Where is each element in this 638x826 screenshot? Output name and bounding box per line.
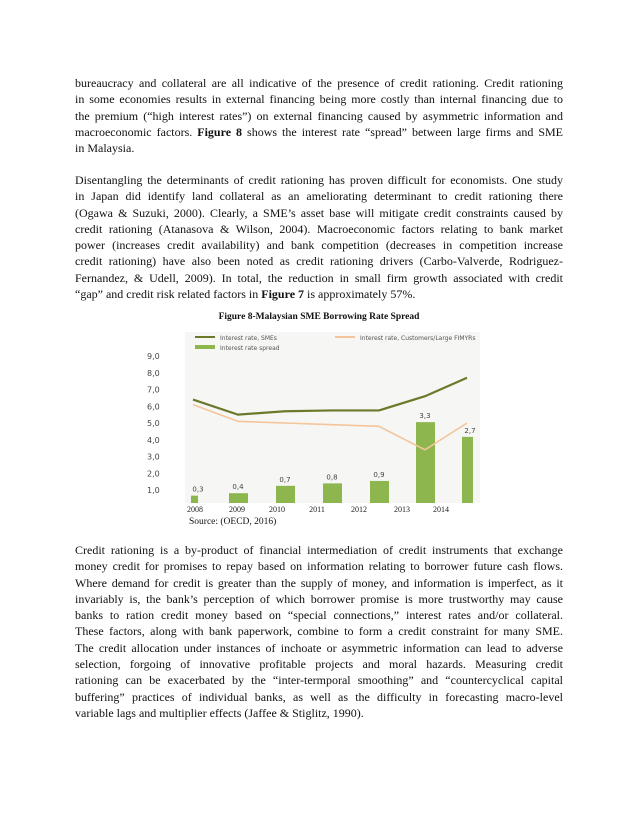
line-text: in some economies results in external financing being more costly than internal financing due to [75, 92, 563, 107]
x-tick-label: 2013 [394, 505, 410, 514]
text-line [75, 237, 563, 253]
line-text: in Japan did identify land collateral as an ameliorating determinant to credit rationing there [75, 189, 563, 204]
line-text: is approximately 57%. [304, 287, 416, 302]
legend-label: Interest rate spread [220, 345, 280, 352]
line-text: Credit rationing is a by-product of financial intermediation of credit instruments that exchange [75, 543, 563, 557]
line-text: variable lags and multiplier effects (Jaffee & Stiglitz, 1990). [75, 705, 364, 720]
text-line [75, 591, 563, 607]
text-line [75, 558, 563, 574]
text-line [75, 91, 563, 107]
line-text: invariably is, the bank’s perception of which borrower promise is more trustworthy may cause [75, 591, 563, 606]
text-line [75, 640, 563, 656]
line-text: The credit allocation under instances of inchoate or asymmetric information can lead to adverse [75, 640, 563, 655]
line-text: bureaucracy and collateral are all indicative of the presence of credit rationing. Credit rationing [75, 76, 563, 90]
bar-value-label: 0,4 [232, 483, 244, 492]
x-tick-label: 2012 [351, 505, 367, 514]
x-tick-label: 2011 [309, 505, 325, 514]
text-line [75, 221, 563, 237]
x-tick-label: 2008 [187, 505, 203, 514]
line-text: These factors, along with bank paperwork, combine to form a credit constraint for many SME. [75, 624, 563, 639]
legend-label: Interest rate, Customers/Large FIMYRs [360, 335, 476, 342]
line-text: banks to ration credit money based on “special connections,” interest rates and/or collateral. [75, 608, 563, 623]
line-text: the premium (“high interest rates”) on external financing caused by asymmetric information and [75, 108, 563, 123]
line-text: rationing can be exacerbated by the “inter-termporal smoothing” and “countercyclical capital [75, 673, 563, 688]
line-text: credit rationing (Atanasova & Wilson, 2004). Macroeconomic factors relating to bank market [75, 221, 563, 236]
text-line [75, 205, 563, 221]
figure-reference: Figure 8 [197, 124, 243, 139]
y-tick-label: 1,0 [147, 486, 160, 495]
x-tick-label: 2010 [269, 505, 285, 514]
line-text: money credit for promises to repay based on information relating to borrower future cash flows. [75, 559, 563, 574]
paragraph-determinants [75, 172, 563, 302]
bar-2011 [323, 483, 342, 503]
line-text: Where demand for credit is greater than the supply of money, and information is imperfect, as it [75, 575, 563, 590]
line-text: macroeconomic factors. [75, 124, 198, 139]
figure-reference: Figure 7 [261, 287, 305, 302]
bar-2010 [276, 486, 295, 503]
bar-value-label: 2,7 [464, 426, 476, 435]
bar-2008 [191, 496, 198, 503]
bar-value-label: 0,9 [373, 470, 385, 479]
text-line [75, 270, 563, 286]
line-text: shows the interest rate “spread” between large firms and SME [242, 124, 564, 139]
text-line [75, 607, 563, 623]
text-line [75, 689, 563, 705]
bar-value-label: 0,8 [326, 473, 338, 482]
text-line [75, 75, 563, 91]
paragraph-credit-rationing-intro [75, 75, 563, 156]
legend-swatch [195, 345, 215, 349]
y-tick-label: 7,0 [147, 385, 160, 395]
y-tick-label: 9,0 [147, 352, 160, 361]
y-tick-label: 2,0 [147, 469, 160, 479]
text-line [75, 623, 563, 639]
bar-value-label: 0,7 [279, 475, 291, 484]
text-line [75, 140, 563, 156]
y-tick-label: 8,0 [147, 368, 160, 378]
line-text: credit rationing) have also been noted as credit rationing drivers (Carbo-Valverde, Rodriguez- [75, 254, 563, 269]
y-tick-label: 3,0 [147, 452, 160, 462]
bar-2009 [229, 493, 248, 503]
y-tick-label: 6,0 [147, 402, 160, 412]
x-tick-label: 2014 [433, 505, 449, 514]
x-tick-label: 2009 [229, 505, 245, 514]
text-line [75, 542, 563, 558]
text-line [75, 108, 563, 124]
bar-2012 [370, 481, 389, 503]
text-line [75, 286, 563, 302]
line-text: in Malaysia. [75, 141, 135, 156]
text-line [75, 575, 563, 591]
y-tick-label: 4,0 [147, 435, 160, 445]
text-line [75, 672, 563, 688]
text-line [75, 705, 563, 721]
line-text: “gap” and credit risk related factors in [75, 287, 262, 302]
line-text: buffering” practices of individual banks, as well as the difficulty in forecasting macro-level [75, 689, 563, 704]
text-line [75, 124, 563, 140]
y-tick-label: 5,0 [147, 419, 160, 428]
line-text: Disentangling the determinants of credit rationing has proven difficult for economists. One study [75, 173, 563, 187]
paragraph-credit-intermediation [75, 542, 563, 721]
line-text: (Ogawa & Suzuki, 2000). Clearly, a SME’s asset base will mitigate credit constraints caused by [75, 205, 563, 220]
text-line [75, 172, 563, 188]
line-text: Fernandez, & Udell, 2009). In total, the reduction in small firm growth associated with credit [75, 270, 563, 285]
line-text: power (increases credit availability) and bank competition (decreases in competition increase [75, 238, 563, 253]
text-line [75, 656, 563, 672]
text-line [75, 188, 563, 204]
borrowing-rate-chart [140, 326, 490, 516]
line-text: selection, forgoing of innovative profitable projects and moral hazards. Measuring credit [75, 657, 563, 672]
bar-2014 [462, 437, 473, 503]
figure-source: Source: (OECD, 2016) [189, 517, 277, 527]
figure-title: Figure 8-Malaysian SME Borrowing Rate Spread [218, 312, 420, 322]
bar-2013 [416, 422, 435, 503]
bar-value-label: 3,3 [419, 412, 431, 421]
text-line [75, 253, 563, 269]
legend-label: Interest rate, SMEs [220, 335, 277, 342]
bar-value-label: 0,3 [192, 485, 204, 494]
